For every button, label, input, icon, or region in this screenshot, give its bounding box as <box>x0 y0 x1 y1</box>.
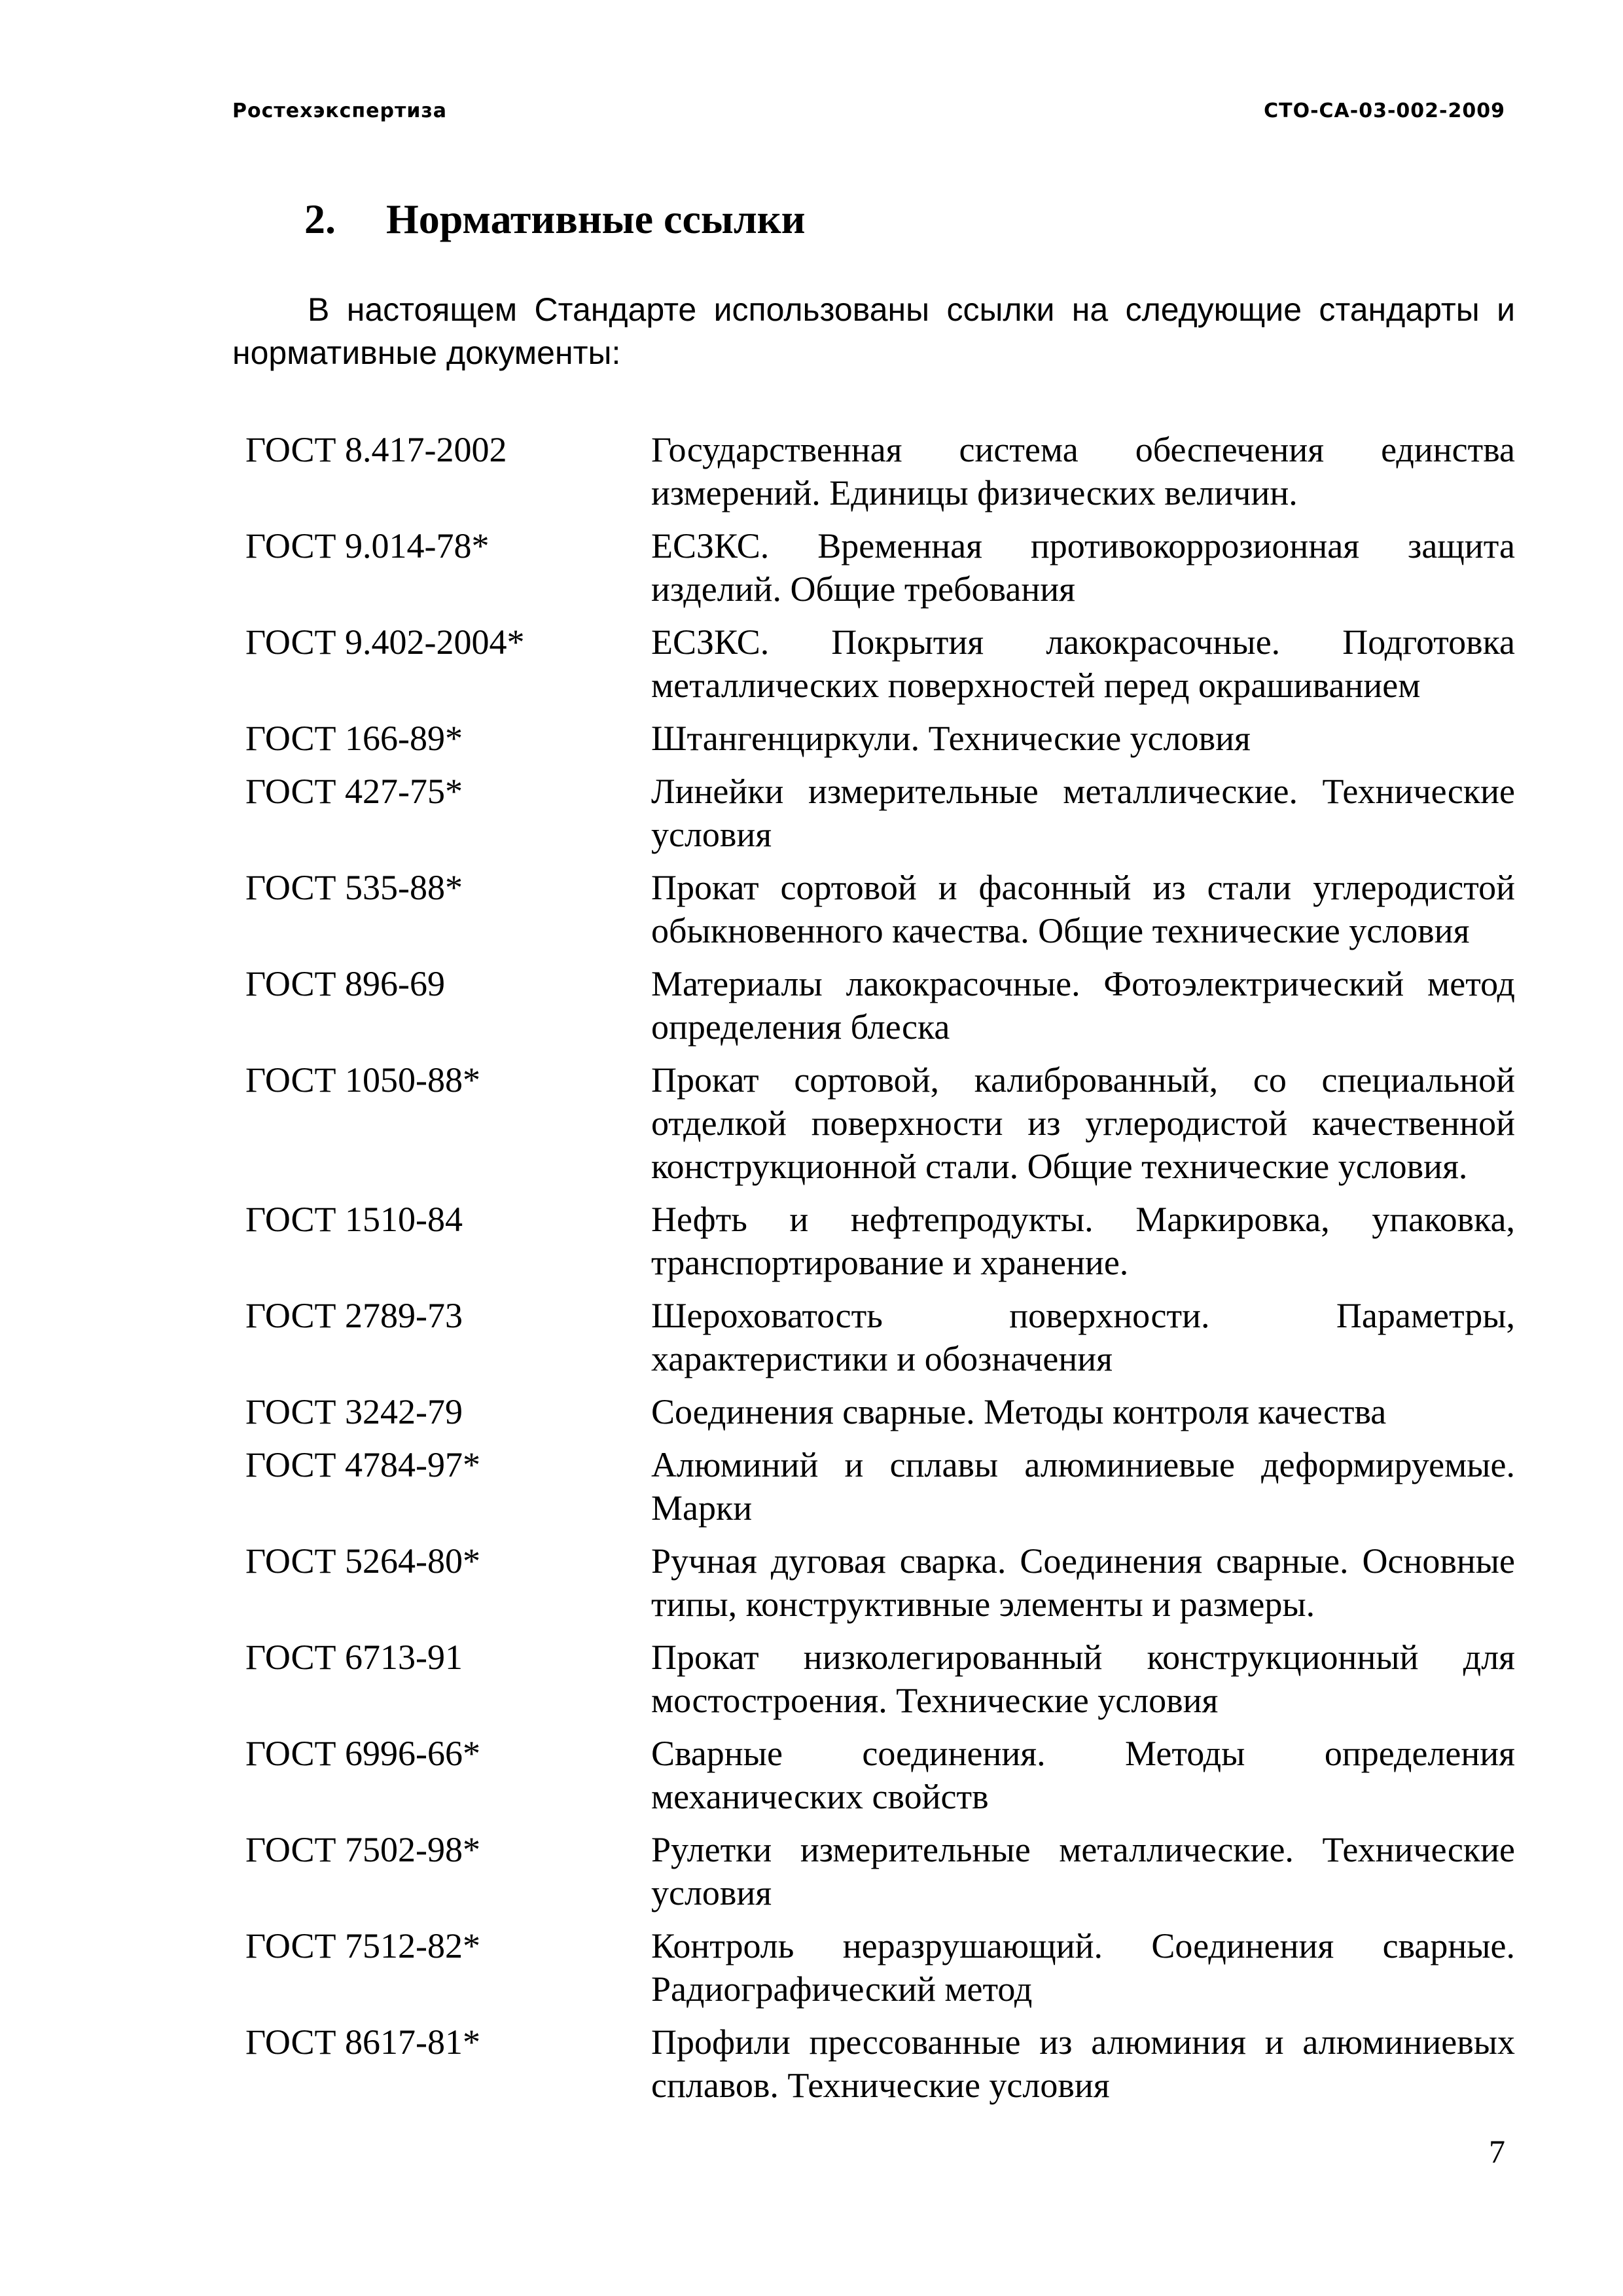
header-organization: Ростехэкспертиза <box>232 99 448 122</box>
reference-row <box>245 2020 1528 2107</box>
reference-code: ГОСТ 3242-79 <box>245 1392 463 1431</box>
reference-row <box>245 962 1528 1049</box>
reference-title: ЕСЗКС. Покрытия лакокрасочные. Подготовка металлических поверхностей перед окрашиванием <box>651 622 1515 705</box>
reference-code: ГОСТ 896-69 <box>245 964 446 1003</box>
section-number: 2. <box>304 196 336 242</box>
reference-title: Шероховатость поверхности. Параметры, характеристики и обозначения <box>651 1296 1515 1378</box>
reference-code: ГОСТ 4784-97* <box>245 1445 481 1484</box>
reference-row <box>245 770 1528 856</box>
reference-title: Материалы лакокрасочные. Фотоэлектрический метод определения блеска <box>651 964 1515 1047</box>
reference-title: Прокат низколегированный конструкционный для мостостроения. Технические условия <box>651 1638 1515 1720</box>
reference-code: ГОСТ 6996-66* <box>245 1734 481 1773</box>
reference-row <box>245 1636 1528 1722</box>
reference-code: ГОСТ 535-88* <box>245 868 463 907</box>
reference-title: Линейки измерительные металлические. Технические условия <box>651 772 1515 854</box>
reference-code: ГОСТ 5264-80* <box>245 1541 481 1581</box>
reference-row <box>245 1294 1528 1380</box>
page-number: 7 <box>1489 2133 1505 2170</box>
reference-code: ГОСТ 1510-84 <box>245 1200 463 1239</box>
reference-title: Контроль неразрушающий. Соединения сварные. Радиографический метод <box>651 1926 1515 2009</box>
reference-code: ГОСТ 166-89* <box>245 719 463 758</box>
reference-title: Нефть и нефтепродукты. Маркировка, упаковка, транспортирование и хранение. <box>651 1200 1515 1282</box>
reference-code: ГОСТ 2789-73 <box>245 1296 463 1335</box>
reference-code: ГОСТ 7512-82* <box>245 1926 481 1965</box>
reference-title: ЕСЗКС. Временная противокоррозионная защита изделий. Общие требования <box>651 526 1515 609</box>
section-title <box>304 195 805 243</box>
reference-code: ГОСТ 1050-88* <box>245 1060 481 1100</box>
reference-row <box>245 1924 1528 2011</box>
reference-title: Сварные соединения. Методы определения механических свойств <box>651 1734 1515 1816</box>
reference-row <box>245 1198 1528 1284</box>
reference-title: Соединения сварные. Методы контроля качества <box>651 1392 1387 1431</box>
reference-row <box>245 1058 1528 1188</box>
reference-row <box>245 1732 1528 1818</box>
reference-title: Штангенциркули. Технические условия <box>651 719 1251 758</box>
header-document-code: СТО-СА-03-002-2009 <box>1264 99 1505 122</box>
references-list <box>245 428 1528 2117</box>
reference-code: ГОСТ 8617-81* <box>245 2022 481 2062</box>
reference-title: Прокат сортовой и фасонный из стали углеродистой обыкновенного качества. Общие технические условия <box>651 868 1515 950</box>
reference-code: ГОСТ 427-75* <box>245 772 463 811</box>
reference-row <box>245 1390 1528 1433</box>
reference-title: Алюминий и сплавы алюминиевые деформируемые. Марки <box>651 1445 1515 1528</box>
reference-code: ГОСТ 8.417-2002 <box>245 430 507 469</box>
reference-title: Прокат сортовой, калиброванный, со специальной отделкой поверхности из углеродистой качественной конструкционной стали. Общие технические условия. <box>651 1060 1515 1186</box>
reference-title: Профили прессованные из алюминия и алюминиевых сплавов. Технические условия <box>651 2022 1515 2105</box>
reference-code: ГОСТ 6713-91 <box>245 1638 463 1677</box>
reference-row <box>245 1443 1528 1530</box>
reference-code: ГОСТ 9.014-78* <box>245 526 490 565</box>
reference-row <box>245 717 1528 760</box>
reference-code: ГОСТ 7502-98* <box>245 1830 481 1869</box>
intro-paragraph: В настоящем Стандарте использованы ссылки на следующие стандарты и нормативные документы: <box>232 291 1515 371</box>
reference-code: ГОСТ 9.402-2004* <box>245 622 525 662</box>
reference-row <box>245 620 1528 707</box>
reference-title: Ручная дуговая сварка. Соединения сварные. Основные типы, конструктивные элементы и размеры. <box>651 1541 1515 1624</box>
reference-row <box>245 1539 1528 1626</box>
section-title-text: Нормативные ссылки <box>386 196 806 242</box>
reference-title: Рулетки измерительные металлические. Технические условия <box>651 1830 1515 1912</box>
reference-row <box>245 524 1528 611</box>
reference-row <box>245 866 1528 952</box>
reference-row <box>245 428 1528 514</box>
reference-title: Государственная система обеспечения единства измерений. Единицы физических величин. <box>651 430 1515 512</box>
reference-row <box>245 1828 1528 1914</box>
